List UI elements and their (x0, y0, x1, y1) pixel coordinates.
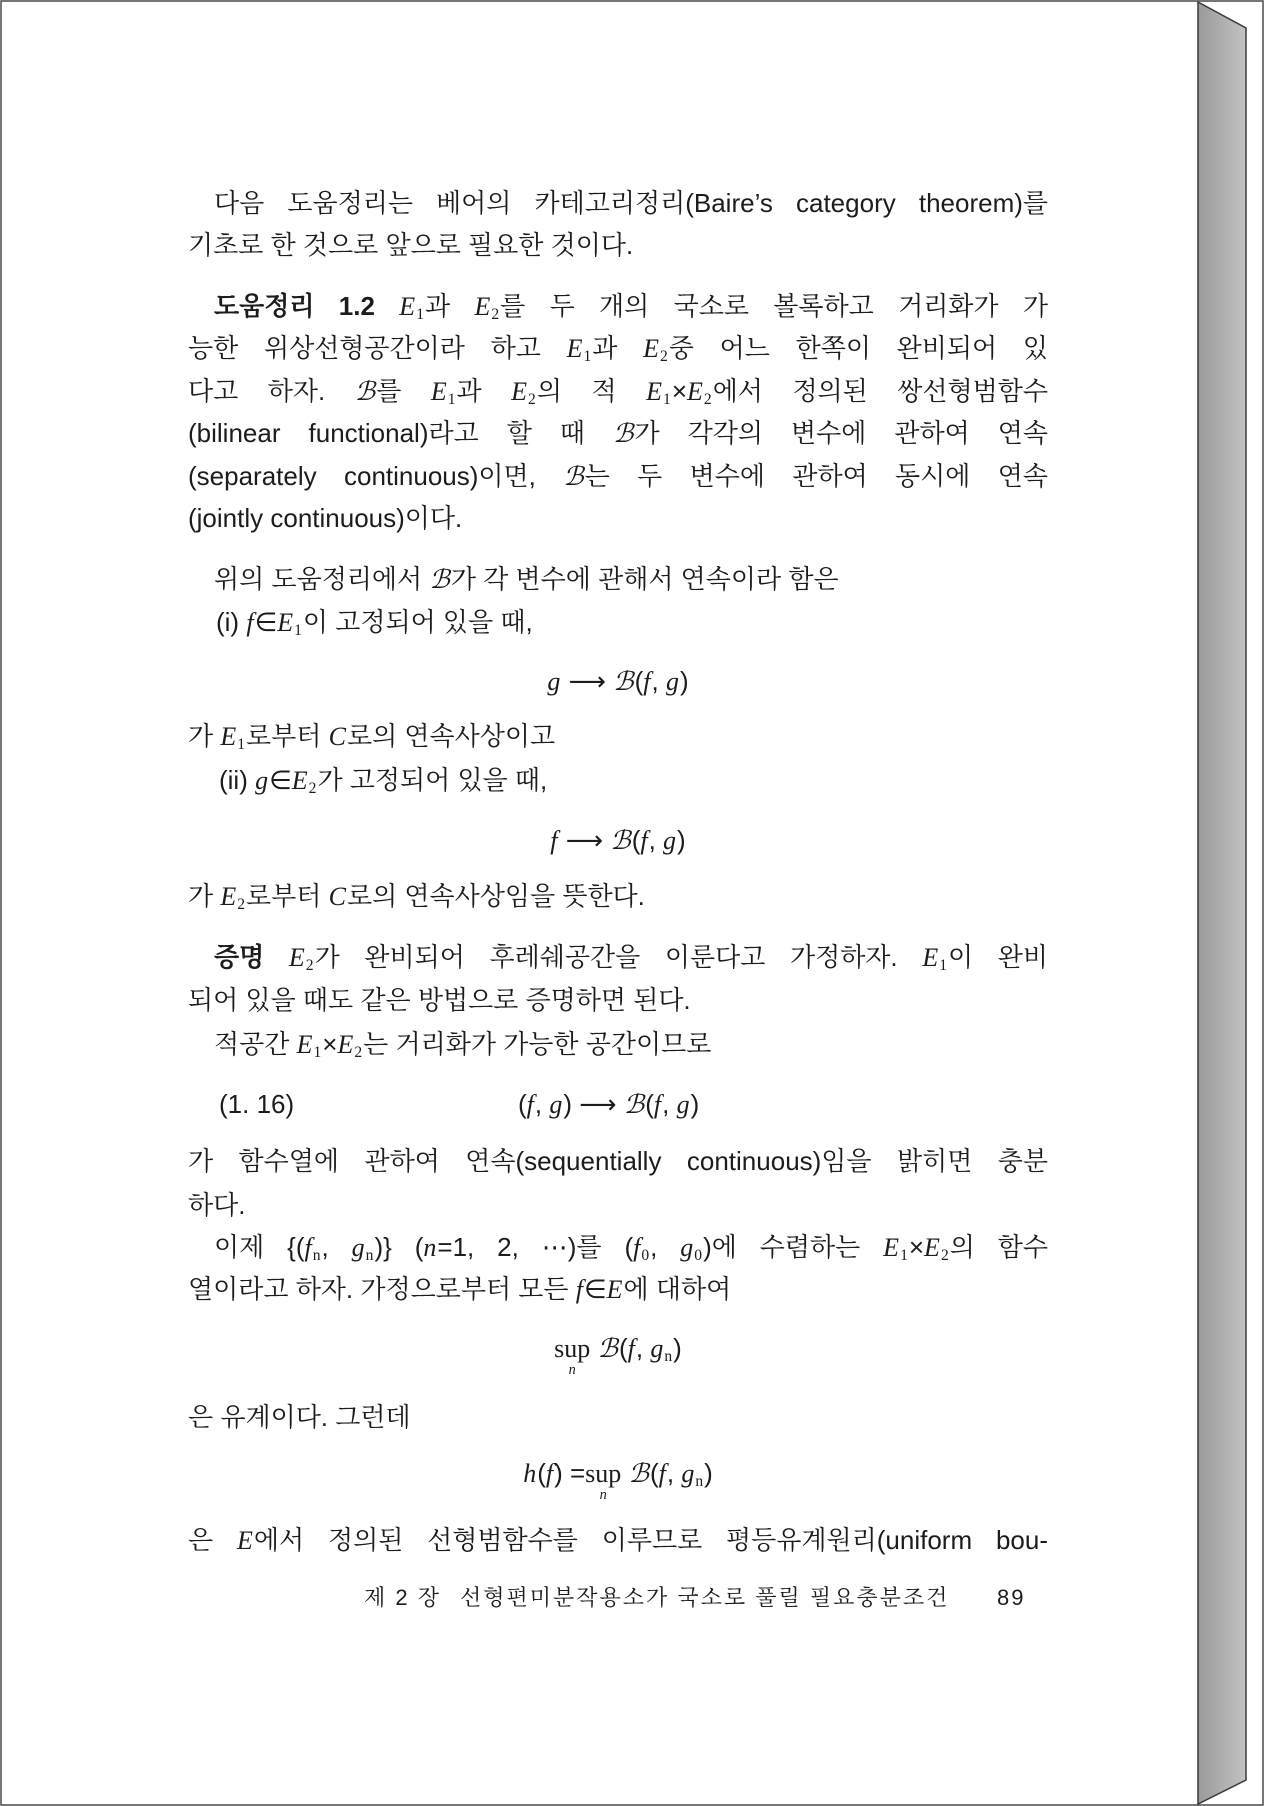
math-variable: E (687, 377, 703, 406)
text-run: , (650, 1232, 681, 1262)
text-line (188, 229, 633, 261)
text-run: ∈ (254, 607, 278, 637)
line-content (188, 376, 1049, 409)
math-symbol (646, 376, 671, 409)
line-content (188, 418, 1048, 448)
math-symbol (610, 825, 630, 855)
text-run: 로의 연속사상이고 (346, 721, 556, 751)
math-symbol (663, 825, 676, 855)
text-run: 가 완비되어 후레쉐공간을 이룬다고 가정하자. (314, 942, 923, 972)
math-symbol (687, 376, 712, 409)
math-variable: E (474, 292, 491, 321)
math-variable: E (291, 766, 308, 795)
text-run: 은 (188, 1525, 237, 1555)
line-content (188, 1402, 411, 1432)
math-symbol (291, 765, 317, 798)
math-symbol (654, 1089, 661, 1119)
math-symbol (576, 1274, 583, 1304)
page-number: 89 (997, 1585, 1026, 1610)
math-subscript: n (695, 1473, 704, 1491)
bold-label: 도움정리 1.2 (214, 291, 375, 321)
math-symbol (288, 942, 314, 975)
math-variable: g (547, 667, 561, 696)
text-line (188, 1401, 411, 1433)
text-run: 가 고정되어 있을 때, (317, 765, 548, 795)
text-run: (bilinear functional)라고 할 때 (188, 418, 614, 448)
math-symbol (511, 376, 536, 409)
text-run: 는 거리화가 가능한 공간이므로 (363, 1029, 712, 1059)
sup-operator (554, 1336, 590, 1377)
text-line (188, 375, 1048, 407)
math-subscript: 2 (354, 1044, 363, 1062)
line-content (214, 564, 839, 594)
text-run: 중 어느 한쪽이 완비되어 있 (668, 333, 1048, 363)
line-content (188, 230, 633, 260)
math-symbol (329, 721, 346, 751)
math-symbol (643, 333, 668, 366)
math-symbol (922, 942, 947, 975)
math-variable: g (665, 667, 679, 696)
math-symbol (423, 1232, 436, 1262)
math-variable: E (646, 377, 663, 406)
math-symbol (883, 1232, 908, 1265)
text-run: (separately continuous)이면, (188, 461, 564, 491)
text-run: ∈ (269, 765, 292, 795)
math-symbol (598, 1333, 618, 1363)
line-content (188, 333, 1048, 366)
math-subscript: 2 (308, 780, 317, 798)
operator-name: sup (554, 1334, 591, 1363)
math-variable: ℬ (429, 565, 450, 594)
math-symbol (329, 881, 346, 911)
text-line (188, 1145, 1048, 1177)
line-content (188, 1146, 1048, 1176)
math-variable: ℬ (597, 1334, 618, 1363)
text-run: ⟶ (558, 825, 611, 855)
math-symbol (523, 1458, 536, 1488)
text-run: 는 두 변수에 관하여 동시에 연속 (584, 461, 1048, 491)
math-variable: ℬ (613, 667, 634, 696)
text-run: ) (677, 825, 686, 855)
math-variable: f (658, 1459, 666, 1488)
math-variable: ℬ (613, 419, 634, 448)
math-symbol (527, 1089, 534, 1119)
line-content (188, 985, 691, 1015)
math-variable: E (288, 943, 305, 972)
math-variable: f (526, 1090, 534, 1119)
display-formula (188, 1332, 1048, 1378)
text-run: , (635, 1333, 651, 1363)
text-run: 이 완비 (948, 942, 1049, 972)
math-variable: g (650, 1334, 664, 1363)
math-symbol (550, 825, 557, 855)
math-variable: g (351, 1233, 365, 1262)
text-run: , (321, 1232, 352, 1262)
math-variable: ℬ (623, 1090, 645, 1119)
text-run: × (671, 376, 687, 406)
math-variable: f (633, 1233, 641, 1262)
text-run: 가 (188, 721, 221, 751)
text-run: 이 고정되어 있을 때, (302, 607, 533, 637)
line-content (547, 666, 688, 696)
math-variable: E (399, 292, 416, 321)
math-variable: E (922, 943, 939, 972)
line-content (188, 461, 1048, 491)
text-run: 하다. (188, 1190, 246, 1220)
text-run: 과 (592, 333, 644, 363)
math-symbol (666, 666, 679, 696)
text-run: , (648, 825, 664, 855)
text-run: 를 두 개의 국소로 볼록하고 거리화가 가 (500, 291, 1048, 321)
math-variable: E (236, 1526, 253, 1555)
text-line (214, 1231, 1048, 1263)
text-run: 에서 정의된 쌍선형범함수 (712, 376, 1049, 406)
text-run (264, 942, 289, 972)
math-symbol (255, 765, 268, 795)
math-symbol (399, 291, 424, 324)
line-content (219, 765, 548, 798)
sup-operator (585, 1461, 621, 1502)
text-run: ( (649, 1458, 659, 1488)
math-subscript: 1 (313, 1044, 322, 1062)
text-run: 로부터 (246, 721, 329, 751)
footer-title: 선형편미분작용소가 국소로 풀릴 필요충분조건 (460, 1585, 950, 1610)
math-variable: f (575, 1275, 583, 1304)
line-content (214, 1029, 712, 1062)
lemma-line (214, 290, 1048, 322)
bold-label: 증명 (214, 942, 265, 972)
math-subscript: 1 (294, 622, 302, 640)
text-run: ( (537, 1458, 546, 1488)
math-variable: ℬ (563, 462, 584, 491)
math-subscript: 2 (305, 957, 314, 975)
math-subscript: n (365, 1247, 374, 1265)
line-content (216, 607, 533, 640)
math-subscript: 2 (660, 348, 668, 366)
math-symbol (607, 1274, 623, 1304)
math-symbol (304, 1232, 321, 1265)
math-variable: f (627, 1334, 635, 1363)
text-run: 능한 위상선형공간이라 하고 (188, 333, 567, 363)
text-line (216, 606, 533, 638)
math-symbol (547, 666, 560, 696)
math-symbol (351, 1232, 374, 1265)
math-symbol (640, 825, 647, 855)
math-variable: E (337, 1030, 354, 1059)
operator-name: sup (585, 1459, 622, 1488)
math-variable: g (681, 1459, 695, 1488)
text-run: 다고 하자. (188, 376, 355, 406)
line-content (523, 1458, 713, 1503)
display-formula (188, 1457, 1048, 1503)
proof-line (214, 941, 1048, 973)
math-symbol (566, 333, 592, 366)
text-run: , (534, 1089, 550, 1119)
text-run: ) ⟶ (563, 1089, 624, 1119)
math-variable: C (328, 722, 346, 751)
math-subscript: 2 (528, 391, 536, 409)
text-run: , (662, 1089, 677, 1119)
math-symbol (680, 1232, 703, 1265)
text-run: 가 (188, 881, 221, 911)
text-line (214, 187, 1048, 219)
operator-underscript: n (568, 1362, 576, 1378)
text-run: ) = (554, 1458, 586, 1488)
text-run (590, 1333, 597, 1363)
text-run: 의 적 (536, 376, 647, 406)
text-run: 열이라고 하자. 가정으로부터 모든 (188, 1274, 576, 1304)
text-run: ( (618, 1333, 628, 1363)
text-run: ( (631, 825, 641, 855)
display-formula (188, 824, 1048, 856)
math-symbol (563, 461, 583, 491)
math-variable: h (523, 1459, 537, 1488)
text-run: 에서 정의된 선형범함수를 이루므로 평등유계원리(uniform bou- (253, 1525, 1048, 1555)
text-run: ∈ (583, 1274, 607, 1304)
text-run: ) (673, 1333, 682, 1363)
math-variable: g (663, 826, 677, 855)
text-run: 위의 도움정리에서 (214, 564, 430, 594)
line-content (214, 188, 1048, 218)
line-content (214, 291, 1048, 324)
math-symbol (677, 1089, 690, 1119)
text-run: × (322, 1029, 338, 1059)
text-run: ( (645, 1089, 654, 1119)
text-run: 로부터 (246, 881, 329, 911)
math-symbol (430, 376, 456, 409)
math-subscript: n (312, 1247, 321, 1265)
text-line (188, 720, 555, 752)
math-symbol (650, 1333, 673, 1366)
math-subscript: 1 (939, 957, 947, 975)
operator-underscript: n (599, 1487, 607, 1503)
math-variable: E (566, 334, 583, 363)
math-variable: E (511, 377, 528, 406)
line-content (214, 942, 1049, 975)
math-variable: ℬ (628, 1459, 649, 1488)
line-content (188, 881, 645, 914)
math-subscript: 1 (900, 1247, 908, 1265)
math-variable: E (924, 1233, 940, 1262)
math-variable: g (676, 1090, 690, 1119)
text-run: , (651, 666, 666, 696)
math-symbol (237, 1525, 253, 1555)
math-variable: E (220, 882, 237, 911)
math-variable: f (550, 826, 558, 855)
math-symbol (643, 666, 650, 696)
math-symbol (924, 1232, 949, 1265)
line-content (518, 1089, 699, 1119)
math-subscript: 1 (237, 736, 246, 754)
text-run: ) (690, 1089, 700, 1119)
text-line (214, 1028, 711, 1060)
math-symbol (337, 1029, 363, 1062)
math-variable: n (423, 1233, 437, 1262)
math-symbol (624, 1089, 644, 1119)
text-run: ) (679, 666, 689, 696)
text-run: (ii) (219, 765, 256, 795)
math-subscript: 1 (663, 391, 671, 409)
math-symbol (613, 418, 633, 448)
math-symbol (355, 376, 375, 406)
text-run: 로의 연속사상임을 뜻한다. (346, 881, 645, 911)
text-run: 를 (376, 376, 431, 406)
text-line (219, 764, 547, 796)
math-variable: E (606, 1275, 623, 1304)
text-line (188, 1189, 245, 1221)
math-variable: ℬ (354, 377, 376, 406)
line-content (188, 1274, 731, 1304)
math-subscript: 1 (447, 391, 456, 409)
math-variable: f (304, 1233, 312, 1262)
text-run (375, 291, 399, 321)
math-variable: E (296, 1030, 313, 1059)
math-variable: f (643, 667, 651, 696)
text-run: )에 수렴하는 (703, 1232, 884, 1262)
math-subscript: 2 (940, 1247, 949, 1265)
text-run: 의 함수 (949, 1232, 1048, 1262)
text-run: )} ( (374, 1232, 424, 1262)
math-variable: g (255, 766, 269, 795)
line-content (188, 721, 556, 754)
line-content (554, 1333, 682, 1378)
math-symbol (549, 1089, 562, 1119)
math-variable: E (883, 1233, 900, 1262)
math-variable: E (643, 334, 659, 363)
text-run: (i) (216, 607, 247, 637)
text-run: ) (704, 1458, 713, 1488)
text-run: 과 (456, 376, 512, 406)
text-line (188, 1273, 731, 1305)
math-subscript: 0 (694, 1247, 703, 1265)
equation-expression (518, 1088, 699, 1120)
text-line (188, 880, 645, 912)
math-symbol (429, 564, 449, 594)
text-run: 가 함수열에 관하여 연속(sequentially continuous)임을 밝히면 충분 (188, 1146, 1048, 1176)
line-content (188, 1190, 245, 1220)
math-subscript: 0 (641, 1247, 650, 1265)
text-run: 이제 {( (214, 1232, 305, 1262)
text-run: ( (518, 1089, 527, 1119)
math-subscript: 2 (491, 306, 500, 324)
text-run: 가 각 변수에 관해서 연속이라 함은 (450, 564, 839, 594)
math-symbol (474, 291, 500, 324)
text-run: 에 대하여 (623, 1274, 732, 1304)
text-run: 되어 있을 때도 같은 방법으로 증명하면 된다. (188, 985, 691, 1015)
text-run: 기초로 한 것으로 앞으로 필요한 것이다. (188, 230, 634, 260)
equation-number: (1. 16) (219, 1089, 295, 1119)
line-content (188, 503, 462, 533)
math-symbol (659, 1458, 666, 1488)
math-variable: E (277, 608, 294, 637)
text-line (188, 460, 1048, 492)
text-run: (jointly continuous)이다. (188, 503, 463, 533)
text-run: 적공간 (214, 1029, 297, 1059)
math-variable: E (430, 377, 447, 406)
math-variable: f (653, 1090, 662, 1119)
text-run: =1, 2, ⋯)를 ( (437, 1232, 634, 1262)
math-symbol (277, 607, 302, 640)
math-symbol (220, 721, 246, 754)
text-run (621, 1458, 628, 1488)
math-symbol (246, 607, 253, 637)
text-run: ⟶ (561, 666, 614, 696)
line-content (550, 825, 685, 855)
text-run: × (908, 1232, 925, 1262)
math-variable: g (680, 1233, 694, 1262)
math-subscript: n (664, 1348, 673, 1366)
text-line (188, 332, 1048, 364)
math-variable: ℬ (610, 826, 631, 855)
math-variable: f (246, 608, 254, 637)
math-subscript: 1 (416, 306, 424, 324)
text-run: , (666, 1458, 682, 1488)
text-line (188, 984, 691, 1016)
math-subscript: 1 (583, 348, 592, 366)
math-variable: g (549, 1090, 563, 1119)
footer-chapter: 제 2 장 (364, 1585, 441, 1610)
text-run: 은 유계이다. 그런데 (188, 1402, 411, 1432)
math-symbol (633, 1232, 650, 1265)
math-symbol (629, 1458, 649, 1488)
math-symbol (613, 666, 633, 696)
text-run: 다음 도움정리는 베어의 카테고리정리(Baire’s category theorem)를 (214, 188, 1048, 218)
math-subscript: 2 (237, 896, 246, 914)
text-run: ( (634, 666, 644, 696)
text-run: 가 각각의 변수에 관하여 연속 (634, 418, 1048, 448)
math-variable: f (545, 1459, 554, 1488)
math-symbol (220, 881, 246, 914)
text-line (188, 417, 1048, 449)
math-symbol (681, 1458, 704, 1491)
text-run: 과 (424, 291, 475, 321)
math-variable: f (640, 826, 648, 855)
line-content (188, 1525, 1048, 1555)
text-line (188, 1524, 1048, 1556)
math-variable: C (328, 882, 346, 911)
math-symbol (546, 1458, 553, 1488)
text-line (214, 563, 839, 595)
math-symbol (296, 1029, 322, 1062)
text-line (188, 502, 462, 534)
math-variable: E (220, 722, 237, 751)
math-symbol (628, 1333, 635, 1363)
display-formula (188, 665, 1048, 697)
line-content (214, 1232, 1048, 1265)
math-subscript: 2 (703, 391, 712, 409)
